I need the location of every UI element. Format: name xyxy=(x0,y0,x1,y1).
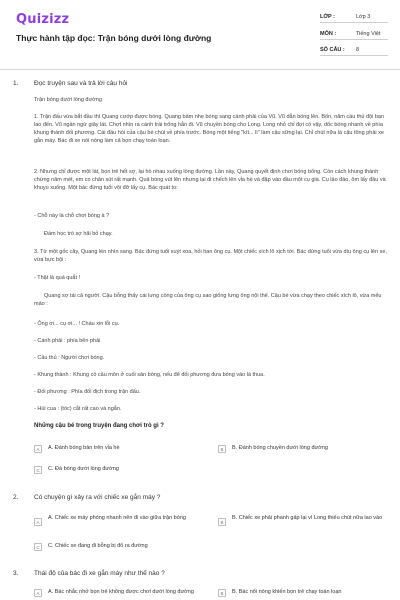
passage-line: Đám học trò sợ hãi bỏ chạy. xyxy=(44,231,113,237)
answer-option[interactable] xyxy=(218,589,388,597)
passage-paragraph-1: 1. Trận đấu vừa bắt đầu thì Quang cướp được bóng. Quang bấm nhẹ bóng sang cánh phải của Vũ. Vũ dẫn bóng lên. Bốn, năm cầu thủ đội bạn lao đến. Vũ ngần ngừ giây lát. Chợt nhìn ra cánh trái trống hẳn đi. Vũ chuyền bóng cho Long. Long nhỏ chỉ đợi có vậy, dốc bóng nhanh về phía khung thành đối phương. Cái đầu hói của cậu bé chúi về phía trước. Bóng một tiếng "kít... lì" làm cậu sững lại. Chỉ chút nữa là cậu tông phải xe gắn máy. Bác đi xe nói nóng làm cả bọn chạy toán loạn. xyxy=(34,114,385,144)
answer-option[interactable] xyxy=(34,466,204,474)
option-letter-box: B xyxy=(218,518,226,526)
passage-title: Trận bóng dưới lòng đường xyxy=(34,97,102,103)
answer-option[interactable] xyxy=(218,445,388,453)
passage-line: - Ông ơi... cụ ơi... ! Cháu xin lỗi cụ. xyxy=(34,321,120,327)
worksheet-title: Thực hành tập đọc: Trận bóng dưới lòng đường xyxy=(16,33,212,43)
passage-paragraph-2: 2. Nhưng chỉ được một lát, bọn trẻ hết sợ, lại hò nhau xuống lòng đường. Lần này, Quang quyết định chơi bóng bổng. Còn cách khung thành chừng năm mét, em co chân sút rất mạnh. Quả bóng vút lên nhưng lại đi chếch lên vỉa hè và đập vào đầu một cụ già. Cụ lảo đảo, ôm lấy đầu và khuỵu xuống. Một bác đứng tuổi vội đỡ lấy cụ. Bác quát to: xyxy=(34,169,386,191)
meta-value: 8 xyxy=(356,47,360,53)
answer-option[interactable] xyxy=(34,543,204,551)
option-letter-box: A xyxy=(34,589,42,597)
option-text: B. Chiếc xe phải phanh gấp lại vì Long thiếu chút nữa lao vào xyxy=(232,515,383,521)
worksheet-header xyxy=(0,0,400,70)
question-text: Đọc truyện sau và trả lời câu hỏi xyxy=(34,80,128,87)
meta-value: Tiếng Việt xyxy=(356,31,381,37)
option-text: B. Bác nổi nóng khiến bọn trẻ chạy toán loạn xyxy=(232,589,342,595)
answer-option[interactable] xyxy=(218,515,388,526)
answer-option[interactable] xyxy=(34,515,204,526)
meta-label: SỐ CÂU : xyxy=(320,47,345,53)
divider xyxy=(320,22,388,23)
passage-line: - Chỗ này là chỗ chơi bóng à ? xyxy=(34,213,110,219)
question-number: 2. xyxy=(13,494,19,501)
option-text: C. Chiếc xe đang đi bỗng bị đổ ra đường xyxy=(48,543,148,549)
answer-option[interactable] xyxy=(34,589,204,597)
glossary-item: - Khung thành : Khung có cầu môn ở cuối sân bóng, nếu để đối phương đưa bóng vào là thua. xyxy=(34,372,265,378)
meta-label: MÔN : xyxy=(320,31,337,37)
question-text: Có chuyện gì xảy ra với chiếc xe gắn máy ? xyxy=(34,494,161,501)
option-text: B. Đánh bóng chuyền dưới lòng đường xyxy=(232,445,328,451)
passage-paragraph-4: Quang sợ tái cả người. Cậu bỗng thấy cái lưng còng của ông cụ sao giống lưng ông nội thế. Cậu bé vừa chạy theo chiếc xích lô, vừa mếu máo : xyxy=(34,293,382,307)
option-text: A. Đánh bóng bàn trên vỉa hè xyxy=(48,445,120,451)
question-number: 1. xyxy=(13,80,19,87)
glossary-item: - Cánh phải : phía bên phải xyxy=(34,338,101,344)
divider xyxy=(320,55,388,56)
option-text: A. Chiếc xe máy phóng nhanh nên đi vào giữa trận bóng xyxy=(48,515,186,521)
option-text: A. Bác nhắc nhở bọn trẻ không được chơi dưới lòng đường xyxy=(48,589,194,595)
question-prompt: Những cậu bé trong truyện đang chơi trò gì ? xyxy=(34,423,164,429)
option-letter-box: B xyxy=(218,589,226,597)
glossary-item: - Cầu thủ : Người chơi bóng. xyxy=(34,355,105,361)
glossary-item: - Đối phương : Phía đối địch trong trận đấu. xyxy=(34,389,141,395)
passage-paragraph-3: 3. Từ một gốc cây, Quang lén nhìn sang. Bác đứng tuổi xuýt xoa, hỏi han ông cụ. Một chiếc xích lô xịch tới. Bác đứng tuổi vừa dìu ông cụ lên xe, vừa bực bội : xyxy=(34,249,387,263)
answer-option[interactable] xyxy=(34,445,204,453)
divider xyxy=(320,39,388,40)
question-number: 3. xyxy=(13,570,19,577)
meta-label: LỚP : xyxy=(320,14,335,20)
option-letter-box: C xyxy=(34,543,42,551)
question-text: Thái độ của bác đi xe gắn máy như thế nào ? xyxy=(34,570,165,577)
option-letter-box: B xyxy=(218,445,226,453)
brand-logo: Quizizz xyxy=(16,12,70,27)
option-letter-box: C xyxy=(34,466,42,474)
option-text: C. Đá bóng dưới lòng đường xyxy=(48,466,119,472)
option-letter-box: A xyxy=(34,445,42,453)
option-letter-box: A xyxy=(34,518,42,526)
glossary-item: - Húi cua : (tóc) cắt rất cao và ngắn. xyxy=(34,406,122,412)
passage-line: - Thật là quá quắt ! xyxy=(34,275,81,281)
meta-value: Lớp 3 xyxy=(356,14,371,20)
